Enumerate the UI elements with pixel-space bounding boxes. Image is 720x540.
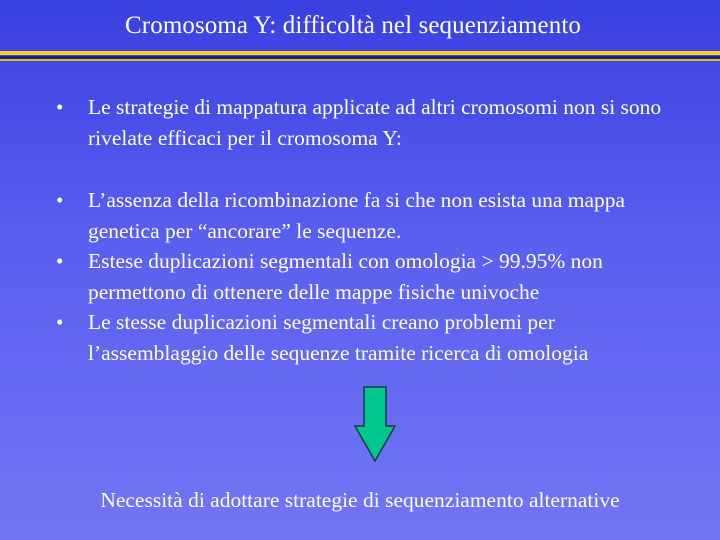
bullet-dot: • — [56, 249, 64, 273]
title-bar — [0, 0, 720, 50]
bullet-text: L’assenza della ricombinazione fa si che non esista una mappa genetica per “ancorare” le sequenze. — [88, 188, 626, 243]
slide-title: Cromosoma Y: difficoltà nel sequenziamento — [125, 12, 581, 39]
down-arrow-shape — [355, 387, 395, 461]
bullet-text: Estese duplicazioni segmentali con omologia > 99.95% non permettono di ottenere delle mappe fisiche univoche — [88, 249, 603, 304]
bullet-dot: • — [56, 95, 64, 119]
down-arrow-icon — [354, 386, 396, 462]
bullet-item — [56, 307, 676, 368]
bullet-item — [56, 92, 676, 153]
conclusion-text: Necessità di adottare strategie di sequenziamento alternative — [100, 488, 620, 512]
bullet-dot: • — [56, 310, 64, 334]
bullet-text: Le strategie di mappatura applicate ad altri cromosomi non si sono rivelate efficaci per il cromosoma Y: — [88, 95, 662, 150]
title-divider-lower — [0, 59, 720, 61]
bullet-item — [56, 246, 676, 307]
bullet-dot: • — [56, 188, 64, 212]
bullet-item — [56, 185, 676, 246]
bullet-text: Le stesse duplicazioni segmentali creano problemi per l’assemblaggio delle sequenze tramite ricerca di omologia — [88, 310, 589, 365]
title-divider — [0, 51, 720, 55]
bullet-list — [56, 92, 676, 368]
